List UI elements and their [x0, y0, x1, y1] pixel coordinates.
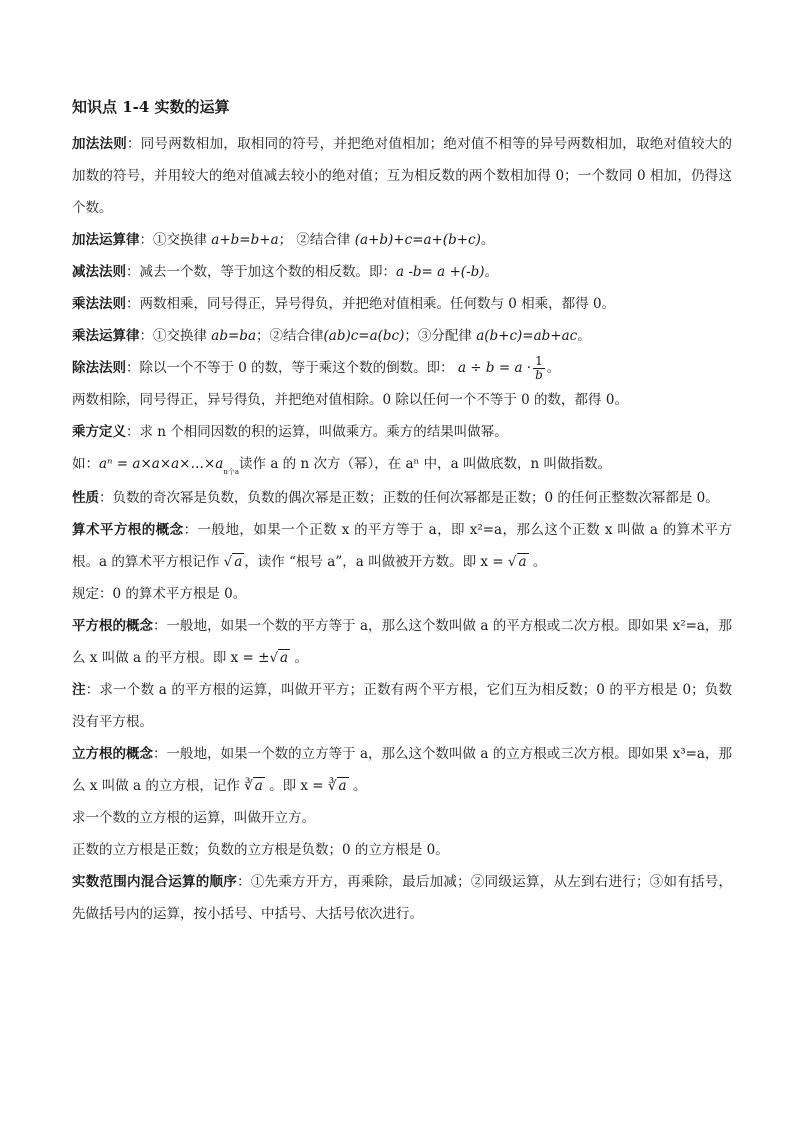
sqrt-a-symbol: √ a	[223, 554, 243, 570]
mul-law-formula-2: (ab)c=a(bc)	[323, 328, 405, 344]
add-law-formula-2: (a+b)+c=a+(b+c)	[354, 232, 481, 248]
sqrt-a-radicand: a	[234, 554, 243, 570]
cbrt-op-paragraph: 求一个数的立方根的运算，叫做开立方。	[72, 810, 315, 826]
div-rule-text: ：除以一个不等于 0 的数，等于乘这个数的倒数。即：	[126, 360, 454, 376]
note-paragraph	[72, 674, 732, 738]
section-title: 知识点 1-4 实数的运算	[72, 98, 230, 116]
mul-rule-term: 乘法法则	[72, 296, 126, 312]
sub-rule-end: 。	[484, 264, 499, 280]
mul-law-formula-3: a(b+c)=ab+ac	[476, 328, 578, 344]
cbrt-concept-text-2: 。即 x =	[264, 778, 328, 794]
add-law-text-2: ； ②结合律	[278, 232, 355, 248]
div-rule-paragraph	[72, 352, 732, 384]
arith-sqrt-paragraph	[72, 514, 732, 578]
cbrt-concept-term: 立方根的概念	[72, 746, 154, 762]
mul-law-paragraph	[72, 320, 732, 352]
cbrt-symbol: ∛ a	[244, 778, 263, 794]
div-rule-formula: a ÷ b = a ·	[457, 360, 532, 376]
mul-rule-text: ：两数相乘，同号得正，异号得负，并把绝对值相乘。任何数与 0 相乘，都得 0。	[126, 296, 616, 312]
pm-sqrt-symbol: √ a	[269, 650, 289, 666]
div-note-paragraph: 两数相除，同号得正，异号得负，并把绝对值相除。0 除以任何一个不等于 0 的数，都得 0。	[72, 392, 628, 408]
add-rule-paragraph	[72, 128, 732, 224]
power-example-paragraph	[72, 448, 732, 482]
add-law-text-3: 。	[480, 232, 495, 248]
arith-sqrt-text-1: ：一般地，如果一个正数 x 的平方等于 a，即 x²=a，那么这个正数 x 叫做 a 的算术平方根。a 的算术平方根记作	[72, 522, 733, 570]
note-term: 注	[72, 682, 86, 698]
cbrt-symbol-2: ∛ a	[327, 778, 347, 794]
arith-sqrt-end: 。	[528, 554, 547, 570]
mul-law-formula-1: ab=ba	[211, 328, 256, 344]
sub-rule-text: ：减去一个数，等于加这个数的相反数。即：	[126, 264, 396, 280]
power-example-prefix: 如：	[72, 456, 99, 472]
add-law-formula-1: a+b=b+a	[211, 232, 279, 248]
mul-law-text-2: ；②结合律	[256, 328, 324, 344]
arith-sqrt-text-2: ，读作 “根号 a”，a 叫做被开方数。即 x =	[244, 554, 508, 570]
div-rule-end: 。	[546, 360, 561, 376]
fraction-numerator: 1	[535, 354, 543, 368]
power-example-under: n个a	[223, 468, 240, 476]
mul-law-text-4: 。	[577, 328, 591, 344]
cbrt-radicand-2: a	[338, 778, 347, 794]
add-rule-term: 加法法则	[72, 136, 128, 152]
sqrt-a-radicand-2: a	[518, 554, 527, 570]
fraction-one-over-b	[533, 355, 545, 382]
note-text: ：求一个数 a 的平方根的运算，叫做开平方；正数有两个平方根，它们互为相反数；0 的平方根是 0；负数没有平方根。	[72, 682, 733, 730]
add-law-paragraph	[72, 224, 732, 256]
arith-sqrt-term: 算术平方根的概念	[72, 522, 184, 538]
cbrt-concept-text-1: ：一般地，如果一个数的立方等于 a，那么这个数叫做 a 的立方根或三次方根。即如果 x³=a，那么 x 叫做 a 的立方根，记作	[72, 746, 732, 794]
cbrt-radicand: a	[254, 778, 263, 794]
div-rule-term: 除法法则	[72, 360, 126, 376]
sqrt-concept-paragraph	[72, 610, 732, 674]
sub-rule-term: 减法法则	[72, 264, 126, 280]
mul-rule-paragraph	[72, 288, 732, 320]
power-example-formula: aⁿ = a×a×a×…×a	[99, 456, 224, 472]
cbrt-sign-paragraph: 正数的立方根是正数；负数的立方根是负数；0 的立方根是 0。	[72, 842, 449, 858]
sub-rule-paragraph	[72, 256, 732, 288]
order-paragraph	[72, 866, 732, 930]
add-rule-text: ：同号两数相加，取相同的符号，并把绝对值相加；绝对值不相等的异号两数相加，取绝对值较大的加数的符号，并用较大的绝对值减去较小的绝对值；互为相反数的两个数相加得 0；一个数同 0 相加，仍得这个数。	[72, 136, 733, 216]
add-law-text-1: ：①交换律	[139, 232, 212, 248]
sqrt-concept-end: 。	[290, 650, 308, 666]
pm-sqrt-radicand: a	[280, 650, 289, 666]
cbrt-concept-end: 。	[348, 778, 367, 794]
sub-rule-formula: a -b= a +(-b)	[396, 264, 485, 280]
fraction-denominator: b	[535, 368, 543, 382]
property-paragraph	[72, 482, 732, 514]
order-term: 实数范围内混合运算的顺序	[72, 874, 238, 890]
document-page	[72, 96, 732, 930]
rule-zero-paragraph: 规定：0 的算术平方根是 0。	[72, 586, 247, 602]
cbrt-concept-paragraph	[72, 738, 732, 802]
power-example-text: 读作 a 的 n 次方（幂），在 aⁿ 中，a 叫做底数，n 叫做指数。	[239, 456, 612, 472]
power-def-paragraph	[72, 416, 732, 448]
mul-law-term: 乘法运算律	[72, 328, 140, 344]
mul-law-text-1: ：①交换律	[139, 328, 212, 344]
add-law-term: 加法运算律	[72, 232, 140, 248]
power-def-term: 乘方定义	[72, 424, 126, 440]
power-def-text: ：求 n 个相同因数的积的运算，叫做乘方。乘方的结果叫做幂。	[126, 424, 508, 440]
property-text: ：负数的奇次幂是负数，负数的偶次幂是正数；正数的任何次幂都是正数；0 的任何正整数次幂都是 0。	[99, 490, 719, 506]
mul-law-text-3: ；③分配律	[404, 328, 477, 344]
property-term: 性质	[72, 490, 99, 506]
sqrt-concept-term: 平方根的概念	[72, 618, 154, 634]
sqrt-concept-text: ：一般地，如果一个数的平方等于 a，那么这个数叫做 a 的平方根或二次方根。即如果 x²=a，那么 x 叫做 a 的平方根。即 x = ±	[72, 618, 732, 666]
sqrt-a-symbol-2: √ a	[507, 554, 527, 570]
order-text: ：①先乘方开方，再乘除，最后加减；②同级运算，从左到右进行；③如有括号，先做括号内的运算，按小括号、中括号、大括号依次进行。	[72, 874, 733, 922]
